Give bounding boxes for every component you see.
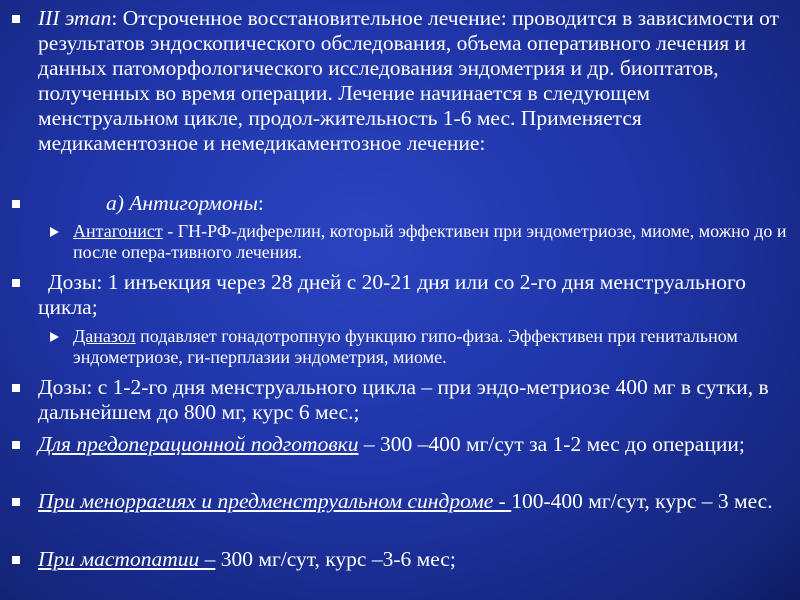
- bullet-text: [38, 547, 456, 572]
- square-bullet-icon: [12, 200, 20, 208]
- antihormones-suffix: :: [257, 191, 264, 215]
- bullet-text: [38, 489, 773, 514]
- mastopathy-description: 300 мг/сут, курс –3-6 мес;: [215, 547, 456, 571]
- square-bullet-icon: [12, 15, 20, 23]
- sub-bullet-text: [73, 326, 790, 368]
- bullet-text: [38, 270, 787, 320]
- bullet-text: [38, 432, 745, 457]
- antagonist-description: - ГН-РФ-диферелин, который эффективен при эндометриозе, миоме, можно до и после опера-тивного лечения.: [73, 221, 787, 262]
- bullet-text: [38, 6, 787, 156]
- preop-description: – 300 –400 мг/сут за 1-2 мес до операции;: [358, 432, 745, 456]
- bullet-item-mastopathy: [12, 547, 787, 572]
- menorrhagia-term: При меноррагиях и предменструальном синдроме -: [38, 489, 512, 513]
- bullet-text: [38, 191, 264, 216]
- sub-bullet-text: [73, 221, 790, 263]
- mastopathy-term: При мастопатии –: [38, 547, 216, 571]
- triangle-bullet-icon: [50, 332, 59, 342]
- bullet-item-stage3: [12, 6, 787, 156]
- antihormones-label: а) Антигормоны: [106, 191, 258, 215]
- sub-bullet-item-antagonist: [50, 221, 790, 263]
- square-bullet-icon: [12, 384, 20, 392]
- bullet-item-menorrhagia: [12, 489, 787, 514]
- square-bullet-icon: [12, 441, 20, 449]
- square-bullet-icon: [12, 556, 20, 564]
- stage-description: : Отсроченное восстановительное лечение: проводится в зависимости от результатов эндоскопического обследования, объема оперативного лечения и данных патоморфологического исследования эндометрия и др. биоптатов, полученных во время операции. Лечение начинается в следующем менструальном цикле, продол-жительность 1-6 мес. Применяется медикаментозное и немедикаментозное лечение:: [38, 6, 779, 155]
- antagonist-term: Антагонист: [73, 221, 163, 241]
- sub-bullet-item-danazol: [50, 326, 790, 368]
- triangle-bullet-icon: [50, 227, 59, 237]
- preop-term: Для предоперационной подготовки: [38, 432, 359, 456]
- bullet-item-preop: [12, 432, 787, 457]
- dosage-2-text: Дозы: с 1-2-го дня менструального цикла – при эндо-метриозе 400 мг в сутки, в дальнейшем до 800 мг, курс 6 мес.;: [38, 375, 769, 424]
- danazol-description: подавляет гонадотропную функцию гипо-физа. Эффективен при генитальном эндометриозе, ги-перплазии эндометрия, миоме.: [73, 326, 738, 367]
- square-bullet-icon: [12, 279, 20, 287]
- bullet-item-dosage-2: [12, 375, 787, 425]
- menorrhagia-description: 100-400 мг/сут, курс – 3 мес.: [511, 489, 773, 513]
- dosage-1-text: Дозы: 1 инъекция через 28 дней с 20-21 дня или со 2-го дня менструального цикла;: [38, 270, 747, 319]
- bullet-item-antihormones: [12, 191, 787, 216]
- stage-label: III этап: [38, 6, 112, 30]
- bullet-text: [38, 375, 787, 425]
- bullet-item-dosage-1: [12, 270, 787, 320]
- square-bullet-icon: [12, 498, 20, 506]
- danazol-term: Даназол: [73, 326, 136, 346]
